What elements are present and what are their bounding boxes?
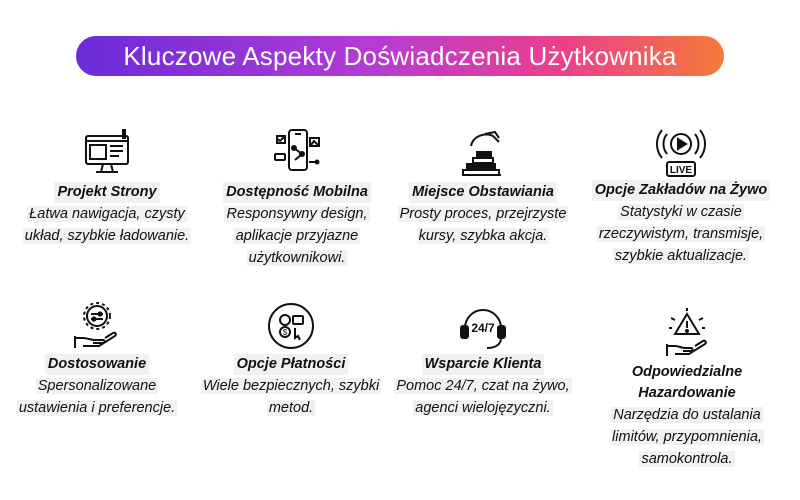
card-description: Responsywny design, aplikacje przyjazne użytkownikowi. xyxy=(226,206,368,266)
svg-text:LIVE: LIVE xyxy=(669,165,693,176)
card-description: Pomoc 24/7, czat na żywo, agenci wielojęzyczni. xyxy=(396,378,570,416)
card-odpowiedzialne-hazardowanie xyxy=(592,306,782,470)
card-dostepnosc-mobilna xyxy=(202,126,392,269)
card-description: Prosty proces, przejrzyste kursy, szybka akcja. xyxy=(399,206,567,244)
card-title: Dostępność Mobilna xyxy=(223,182,371,203)
card-title: Projekt Strony xyxy=(54,182,159,203)
bet-chips-icon xyxy=(455,126,511,182)
card-title: Miejsce Obstawiania xyxy=(409,182,557,203)
card-opcje-platnosci xyxy=(196,298,386,419)
customization-hand-icon xyxy=(69,298,125,354)
card-description: Statystyki w czasie rzeczywistym, transmisje, szybkie aktualizacje. xyxy=(598,204,764,264)
card-opcje-zakladow-na-zywo xyxy=(586,124,776,267)
live-stream-icon xyxy=(653,124,709,180)
card-projekt-strony xyxy=(12,126,202,247)
card-title: Odpowiedzialne Hazardowanie xyxy=(631,364,743,401)
headset-24-7-icon xyxy=(455,298,511,354)
card-wsparcie-klienta xyxy=(388,298,578,419)
card-title: Opcje Płatności xyxy=(234,354,349,375)
svg-text:24/7: 24/7 xyxy=(471,321,495,335)
card-title: Opcje Zakładów na Żywo xyxy=(592,180,770,201)
svg-text:$: $ xyxy=(282,328,288,337)
mobile-app-icon xyxy=(269,126,325,182)
card-miejsce-obstawiania xyxy=(388,126,578,247)
card-description: Wiele bezpiecznych, szybki metod. xyxy=(202,378,380,416)
payment-options-icon xyxy=(263,298,319,354)
page-title: Kluczowe Aspekty Doświadczenia Użytkownika xyxy=(76,36,724,76)
card-title: Dostosowanie xyxy=(45,354,149,375)
web-design-icon xyxy=(79,126,135,182)
card-title: Wsparcie Klienta xyxy=(422,354,545,375)
card-dostosowanie xyxy=(2,298,192,419)
card-description: Łatwa nawigacja, czysty układ, szybkie ładowanie. xyxy=(24,206,190,244)
warning-hand-icon xyxy=(659,306,715,362)
card-description: Narzędzia do ustalania limitów, przypomnienia, samokontrola. xyxy=(612,407,762,467)
card-description: Spersonalizowane ustawienia i preferencje. xyxy=(18,378,176,416)
